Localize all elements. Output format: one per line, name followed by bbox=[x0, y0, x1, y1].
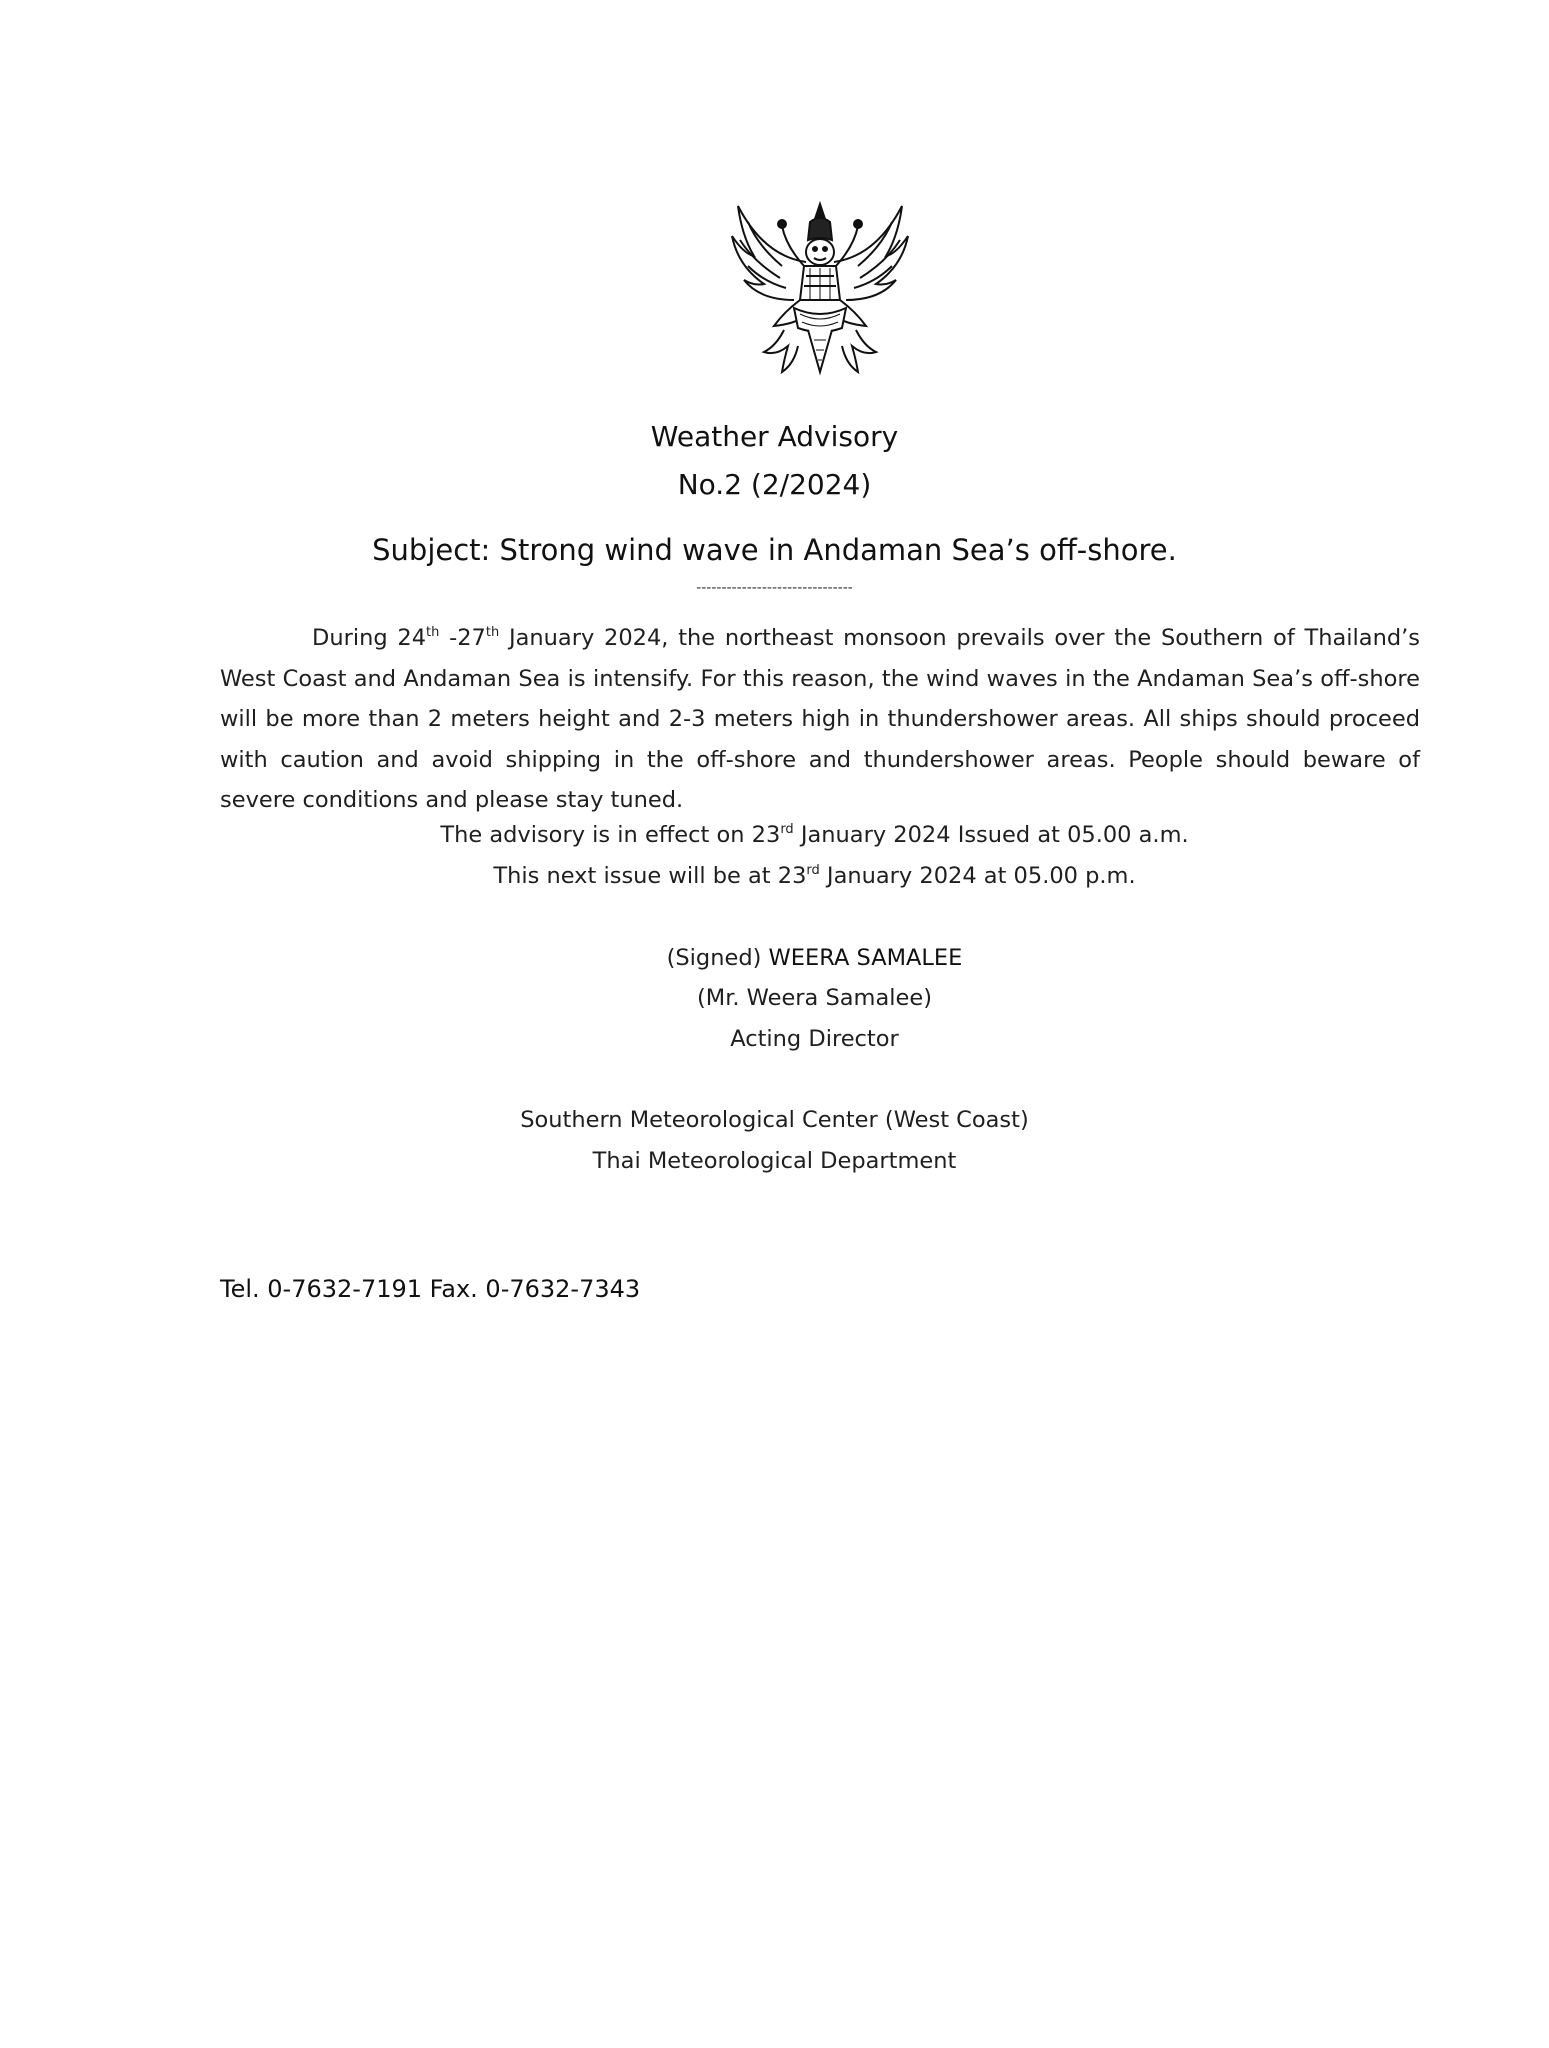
signed-line bbox=[40, 945, 1549, 971]
next-issue-line bbox=[40, 863, 1549, 889]
organization-center: Southern Meteorological Center (West Coast) bbox=[520, 1107, 1029, 1133]
superscript: rd bbox=[806, 863, 820, 878]
advisory-subject: Subject: Strong wind wave in Andaman Sea’s off-shore. bbox=[372, 533, 1177, 567]
organization-department: Thai Meteorological Department bbox=[592, 1148, 957, 1174]
next-issue-text: This next issue will be at 23 bbox=[493, 863, 807, 889]
next-issue-text: January 2024 at 05.00 p.m. bbox=[819, 863, 1136, 889]
superscript: th bbox=[485, 625, 500, 640]
divider-line: ------------------------------- bbox=[696, 580, 853, 596]
body-text-part: January 2024, the northeast monsoon prevails over the Southern of Thailand’s West Coast and Andaman Sea is intensify. For this reason, the wind waves in the Andaman Sea’s off-shore will be more than 2 meters height and 2-3 meters high in thundershower areas. All ships should proceed with caution and avoid shipping in the off-shore and thundershower areas. People should beware of severe conditions and please stay tuned. bbox=[220, 625, 1420, 813]
body-text-part: -27 bbox=[439, 625, 486, 651]
signed-prefix: (Signed) bbox=[666, 945, 769, 971]
signer-position: Acting Director bbox=[730, 1026, 899, 1052]
superscript: rd bbox=[780, 822, 794, 837]
effect-text: The advisory is in effect on 23 bbox=[440, 822, 781, 848]
signed-name: WEERA SAMALEE bbox=[768, 945, 963, 971]
garuda-emblem-icon bbox=[724, 196, 916, 380]
document-title: Weather Advisory bbox=[650, 420, 899, 453]
body-text-part: During 24 bbox=[312, 625, 427, 651]
superscript: th bbox=[426, 625, 440, 640]
effect-line bbox=[40, 822, 1549, 848]
advisory-number: No.2 (2/2024) bbox=[677, 468, 872, 501]
advisory-body-paragraph bbox=[220, 618, 1420, 821]
signer-full-name: (Mr. Weera Samalee) bbox=[697, 985, 932, 1011]
effect-text: January 2024 Issued at 05.00 a.m. bbox=[793, 822, 1189, 848]
contact-line: Tel. 0-7632-7191 Fax. 0-7632-7343 bbox=[220, 1275, 641, 1303]
